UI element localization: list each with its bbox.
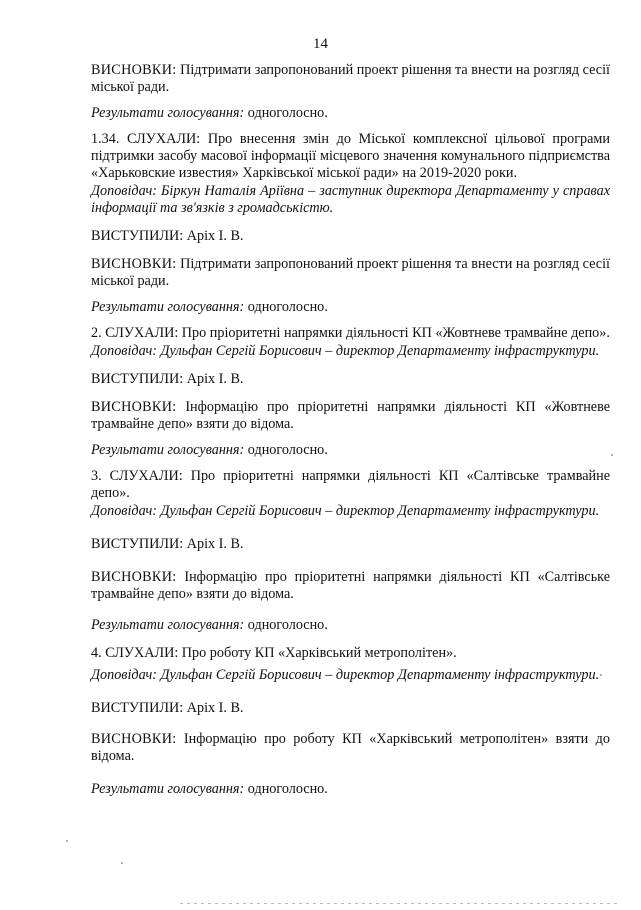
conclusions-label: ВИСНОВКИ:: [91, 569, 177, 585]
heard-text: 3. СЛУХАЛИ: Про пріоритетні напрямки діяльності КП «Салтівське трамвайне депо».: [91, 468, 610, 501]
vote-result: одноголосно.: [244, 781, 328, 797]
vote-label: Результати голосування:: [91, 617, 245, 633]
spoke-paragraph: [91, 536, 610, 553]
scan-speck: [600, 674, 602, 676]
conclusions-label: ВИСНОВКИ:: [91, 731, 177, 747]
vote-label: Результати голосування:: [91, 442, 245, 458]
speaker-text: Доповідач: Біркун Наталія Аріївна – заступник директора Департаменту у справах інформації та зв'язків з громадськістю.: [91, 183, 610, 216]
vote-result: одноголосно.: [244, 105, 328, 121]
vote-label: Результати голосування:: [91, 105, 245, 121]
heard-text: 4. СЛУХАЛИ: Про роботу КП «Харківський метрополітен».: [91, 645, 457, 661]
scan-speck: [66, 840, 68, 842]
vote-result: одноголосно.: [244, 299, 328, 315]
heard-text: 1.34. СЛУХАЛИ: Про внесення змін до Міської комплексної цільової програми підтримки засобу масової інформації місцевого значення комунального підприємства «Харьковские известия» Харківської міської ради» на 2019-2020 роки.: [91, 131, 610, 181]
speaker-text: Доповідач: Дульфан Сергій Борисович – директор Департаменту інфраструктури.: [91, 667, 600, 683]
vote-label: Результати голосування:: [91, 299, 245, 315]
document-body: [91, 62, 610, 798]
vote-result-paragraph: [91, 105, 610, 122]
vote-result-paragraph: [91, 442, 610, 459]
conclusions-paragraph: [91, 62, 610, 96]
spoke-paragraph: [91, 371, 610, 388]
heard-paragraph: [91, 131, 610, 182]
conclusions-paragraph: [91, 569, 610, 603]
spoke-text: ВИСТУПИЛИ: Аріх І. В.: [91, 700, 244, 716]
conclusions-label: ВИСНОВКИ:: [91, 399, 177, 415]
scan-speck: [611, 454, 613, 456]
spoke-text: ВИСТУПИЛИ: Аріх І. В.: [91, 536, 244, 552]
conclusions-text: Інформацію про роботу КП «Харківський метрополітен» взяти до відома.: [91, 731, 610, 764]
spoke-paragraph: [91, 228, 610, 245]
conclusions-text: Підтримати запропонований проект рішення та внести на розгляд сесії міської ради.: [91, 62, 610, 95]
scan-edge-line: [180, 903, 620, 904]
conclusions-text: Інформацію про пріоритетні напрямки діяльності КП «Жовтневе трамвайне депо» взяти до відома.: [91, 399, 610, 432]
conclusions-paragraph: [91, 731, 610, 765]
speaker-paragraph: [91, 667, 610, 684]
scan-speck: [121, 862, 123, 864]
speaker-text: Доповідач: Дульфан Сергій Борисович – директор Департаменту інфраструктури.: [91, 503, 600, 519]
speaker-paragraph: [91, 183, 610, 217]
conclusions-text: Інформацію про пріоритетні напрямки діяльності КП «Салтівське трамвайне депо» взяти до відома.: [91, 569, 610, 602]
spoke-paragraph: [91, 700, 610, 717]
spoke-text: ВИСТУПИЛИ: Аріх І. В.: [91, 228, 244, 244]
vote-result-paragraph: [91, 781, 610, 798]
speaker-paragraph: [91, 503, 610, 520]
conclusions-label: ВИСНОВКИ:: [91, 256, 177, 272]
vote-result: одноголосно.: [244, 442, 328, 458]
page-number: 14: [313, 36, 328, 52]
heard-paragraph: [91, 468, 610, 502]
speaker-text: Доповідач: Дульфан Сергій Борисович – директор Департаменту інфраструктури.: [91, 343, 600, 359]
conclusions-label: ВИСНОВКИ:: [91, 62, 177, 78]
heard-paragraph: [91, 325, 610, 342]
heard-paragraph: [91, 645, 610, 662]
vote-result: одноголосно.: [244, 617, 328, 633]
vote-result-paragraph: [91, 299, 610, 316]
speaker-paragraph: [91, 343, 610, 360]
vote-result-paragraph: [91, 617, 610, 634]
conclusions-text: Підтримати запропонований проект рішення та внести на розгляд сесії міської ради.: [91, 256, 610, 289]
heard-text: 2. СЛУХАЛИ: Про пріоритетні напрямки діяльності КП «Жовтневе трамвайне депо».: [91, 325, 610, 341]
spoke-text: ВИСТУПИЛИ: Аріх І. В.: [91, 371, 244, 387]
vote-label: Результати голосування:: [91, 781, 245, 797]
conclusions-paragraph: [91, 399, 610, 433]
conclusions-paragraph: [91, 256, 610, 290]
